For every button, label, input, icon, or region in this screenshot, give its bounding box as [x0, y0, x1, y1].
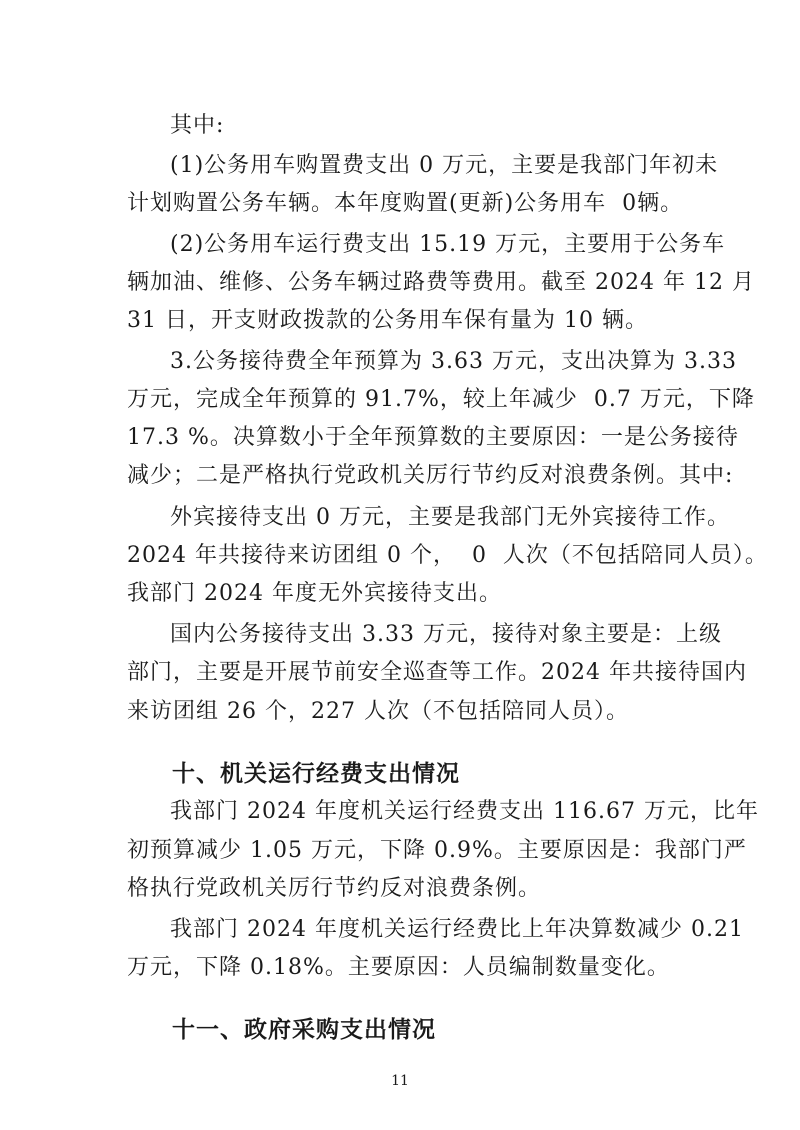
- section-heading-11: 十一、政府采购支出情况: [172, 1017, 436, 1043]
- paragraph-line: 来访团组 26 个，227 人次（不包括陪同人员）。: [127, 699, 629, 724]
- paragraph-line: 我部门 2024 年度无外宾接待支出。: [127, 581, 502, 606]
- paragraph-line: 我部门 2024 年度机关运行经费比上年决算数减少 0.21: [170, 917, 744, 942]
- paragraph-line: 初预算减少 1.05 万元，下降 0.9%。主要原因是：我部门严: [127, 838, 747, 863]
- paragraph-line: 万元，完成全年预算的 91.7%，较上年减少 0.7 万元，下降: [127, 387, 755, 412]
- paragraph-line: 外宾接待支出 0 万元，主要是我部门无外宾接待工作。: [170, 505, 730, 530]
- page-number: 11: [391, 1073, 409, 1089]
- paragraph-line: 万元，下降 0.18%。主要原因：人员编制数量变化。: [127, 955, 670, 980]
- paragraph-line: 2024 年共接待来访团组 0 个， 0 人次（不包括陪同人员）。: [127, 543, 768, 568]
- paragraph-line: 3.公务接待费全年预算为 3.63 万元，支出决算为 3.33: [170, 349, 737, 374]
- paragraph-line: 减少；二是严格执行党政机关厉行节约反对浪费条例。其中:: [127, 463, 734, 488]
- paragraph-line: 辆加油、维修、公务车辆过路费等费用。截至 2024 年 12 月: [127, 270, 755, 295]
- paragraph-line: (1)公务用车购置费支出 0 万元，主要是我部门年初未: [170, 153, 719, 178]
- paragraph-line: 部门，主要是开展节前安全巡查等工作。2024 年共接待国内: [127, 660, 747, 685]
- section-heading-10: 十、机关运行经费支出情况: [172, 761, 460, 787]
- paragraph-line: 17.3 %。决算数小于全年预算数的主要原因：一是公务接待: [127, 425, 739, 450]
- paragraph-intro: 其中:: [170, 113, 225, 138]
- paragraph-line: 国内公务接待支出 3.33 万元，接待对象主要是：上级: [170, 622, 722, 647]
- paragraph-line: 格执行党政机关厉行节约反对浪费条例。: [127, 876, 542, 901]
- paragraph-line: (2)公务用车运行费支出 15.19 万元，主要用于公务车: [170, 232, 726, 257]
- paragraph-line: 31 日，开支财政拨款的公务用车保有量为 10 辆。: [127, 308, 648, 333]
- paragraph-line: 我部门 2024 年度机关运行经费支出 116.67 万元，比年: [170, 799, 759, 824]
- paragraph-line: 计划购置公务车辆。本年度购置(更新)公务用车 0辆。: [127, 191, 684, 216]
